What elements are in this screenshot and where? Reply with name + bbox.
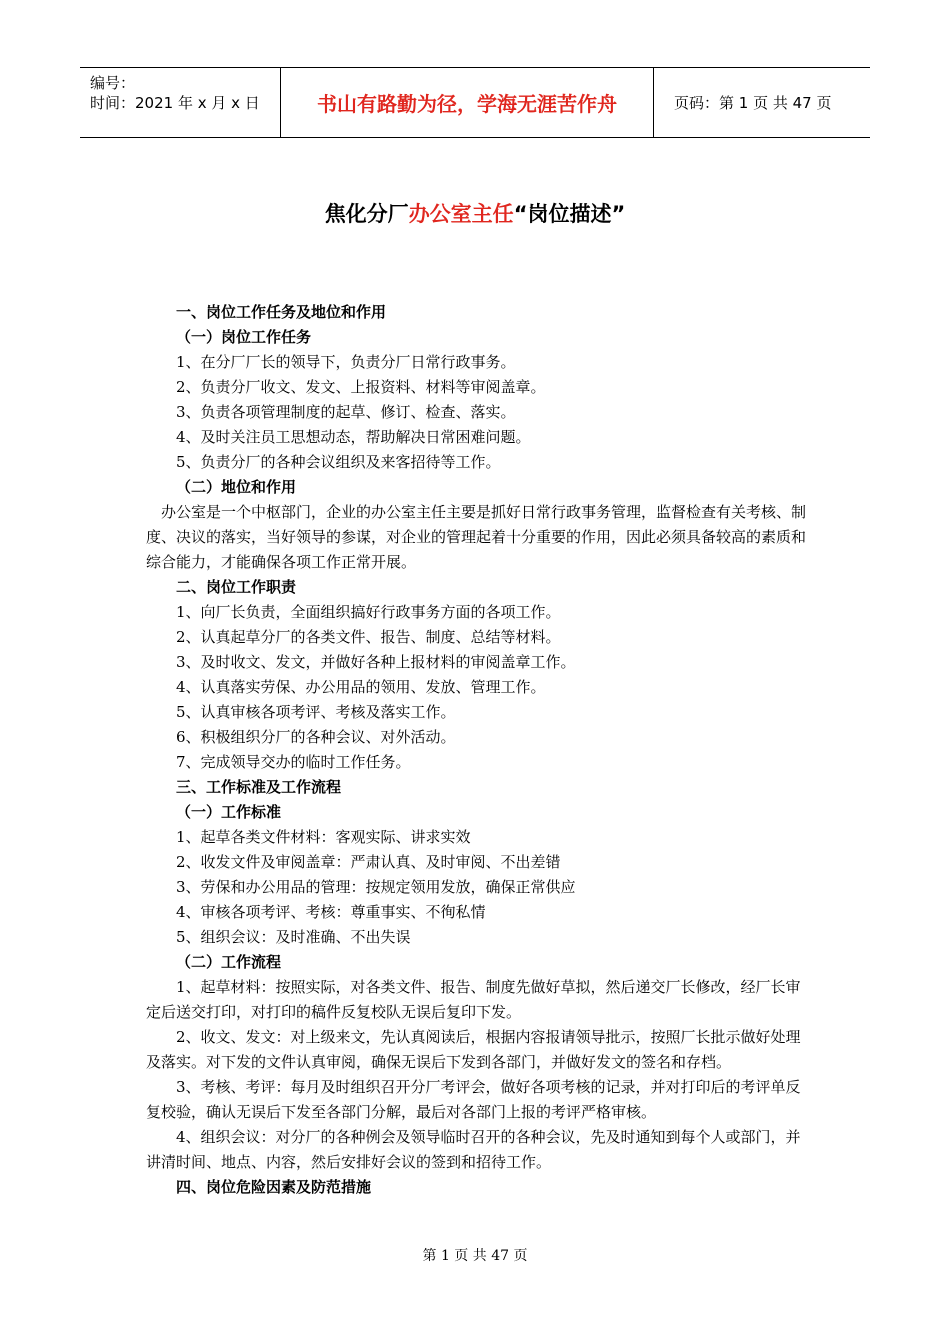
paragraph: 1、起草材料：按照实际，对各类文件、报告、制度先做好草拟，然后递交厂长修改，经厂长审定后送交打印，对打印的稿件反复校队无误后复印下发。 xyxy=(146,978,801,1021)
title-part-2: 办公室主任 xyxy=(408,202,514,226)
list-item: 1、向厂长负责，全面组织搞好行政事务方面的各项工作。 xyxy=(176,603,561,621)
list-item: 1、起草各类文件材料：客观实际、讲求实效 xyxy=(176,828,471,846)
document-title xyxy=(0,198,950,228)
document-header xyxy=(80,67,870,138)
section-heading: 一、岗位工作任务及地位和作用 xyxy=(176,303,387,321)
list-item: 6、积极组织分厂的各种会议、对外活动。 xyxy=(176,728,456,746)
list-item: 5、认真审核各项考评、考核及落实工作。 xyxy=(176,703,456,721)
paragraph: 2、收文、发文：对上级来文，先认真阅读后，根据内容报请领导批示，按照厂长批示做好处理及落实。对下发的文件认真审阅，确保无误后下发到各部门，并做好发文的签名和存档。 xyxy=(146,1028,801,1071)
title-part-3: “岗位描述” xyxy=(513,202,626,226)
list-item: 4、认真落实劳保、办公用品的领用、发放、管理工作。 xyxy=(176,678,546,696)
list-item: 3、负责各项管理制度的起草、修订、检查、落实。 xyxy=(176,403,516,421)
header-motto: 书山有路勤为径，学海无涯苦作舟 xyxy=(281,68,654,137)
paragraph: 3、考核、考评：每月及时组织召开分厂考评会，做好各项考核的记录，并对打印后的考评单反复校验，确认无误后下发至各部门分解，最后对各部门上报的考评严格审核。 xyxy=(146,1078,801,1121)
list-item: 5、组织会议：及时准确、不出失误 xyxy=(176,928,411,946)
subsection-heading: （一）岗位工作任务 xyxy=(176,328,312,346)
list-item: 1、在分厂厂长的领导下，负责分厂日常行政事务。 xyxy=(176,353,516,371)
header-meta-cell xyxy=(80,68,281,137)
subsection-heading: （二）地位和作用 xyxy=(176,478,297,496)
page-footer xyxy=(0,1245,950,1265)
subsection-heading: （二）工作流程 xyxy=(176,953,282,971)
list-item: 4、及时关注员工思想动态，帮助解决日常困难问题。 xyxy=(176,428,531,446)
number-label: 编号： xyxy=(90,74,136,92)
date-label: 时间：2021 年 x 月 x 日 xyxy=(90,94,260,112)
list-item: 3、劳保和办公用品的管理：按规定领用发放，确保正常供应 xyxy=(176,878,576,896)
section-heading: 三、工作标准及工作流程 xyxy=(176,778,342,796)
paragraph: 办公室是一个中枢部门，企业的办公室主任主要是抓好日常行政事务管理，监督检查有关考核、制度、决议的落实，当好领导的参谋，对企业的管理起着十分重要的作用，因此必须具备较高的素质和综合能力，才能确保各项工作正常开展。 xyxy=(146,503,807,571)
list-item: 7、完成领导交办的临时工作任务。 xyxy=(176,753,411,771)
section-heading: 二、岗位工作职责 xyxy=(176,578,297,596)
list-item: 2、认真起草分厂的各类文件、报告、制度、总结等材料。 xyxy=(176,628,561,646)
list-item: 3、及时收文、发文，并做好各种上报材料的审阅盖章工作。 xyxy=(176,653,576,671)
section-heading: 四、岗位危险因素及防范措施 xyxy=(176,1178,372,1196)
list-item: 5、负责分厂的各种会议组织及来客招待等工作。 xyxy=(176,453,501,471)
document-body xyxy=(146,300,806,1200)
list-item: 2、收发文件及审阅盖章：严肃认真、及时审阅、不出差错 xyxy=(176,853,561,871)
title-part-1: 焦化分厂 xyxy=(324,202,409,226)
subsection-heading: （一）工作标准 xyxy=(176,803,282,821)
footer-page-number: 第 1 页 共 47 页 xyxy=(422,1248,528,1264)
list-item: 2、负责分厂收文、发文、上报资料、材料等审阅盖章。 xyxy=(176,378,546,396)
paragraph: 4、组织会议：对分厂的各种例会及领导临时召开的各种会议，先及时通知到每个人或部门，并讲清时间、地点、内容，然后安排好会议的签到和招待工作。 xyxy=(146,1128,801,1171)
page-info-text: 页码：第 1 页 共 47 页 xyxy=(674,94,832,112)
header-page-info xyxy=(664,68,870,137)
list-item: 4、审核各项考评、考核：尊重事实、不徇私情 xyxy=(176,903,486,921)
